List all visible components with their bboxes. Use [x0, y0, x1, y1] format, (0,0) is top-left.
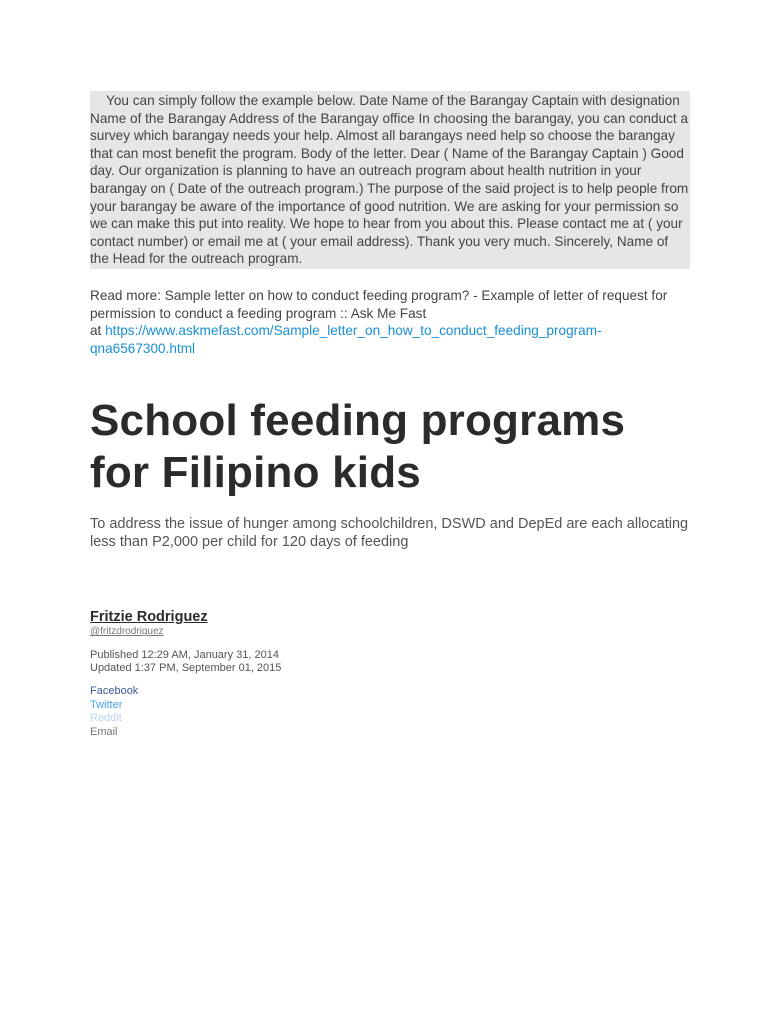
updated-date: Updated 1:37 PM, September 01, 2015	[90, 661, 282, 674]
share-facebook-link[interactable]: Facebook	[90, 685, 139, 698]
document-page	[90, 91, 690, 739]
published-date: Published 12:29 AM, January 31, 2014	[90, 649, 279, 662]
article-dates	[90, 649, 690, 674]
author-name-link[interactable]: Fritzie Rodriguez	[90, 609, 208, 626]
read-more-text: Read more: Sample letter on how to conduct feeding program? - Example of letter of request for permission to conduct a feeding program :: Ask Me Fast	[90, 287, 668, 321]
letter-example-block	[90, 91, 690, 269]
source-link[interactable]: https://www.askmefast.com/Sample_letter_on_how_to_conduct_feeding_program-qna6567300.html	[90, 323, 602, 356]
letter-text: You can simply follow the example below. Date Name of the Barangay Captain with designation Name of the Barangay Address of the Barangay office In choosing the barangay, you can conduct a survey which barangay needs your help. Almost all barangays need help so choose the barangay that can most benefit the program. Body of the letter. Dear ( Name of the Barangay Captain ) Good day. Our organization is planning to have an outreach program about health nutrition in your barangay on ( Date of the outreach program.) The purpose of the said project is to help people from your barangay be aware of the importance of good nutrition. We are asking for your permission so we can make this put into reality. We hope to hear from you about this. Please contact me at ( your contact number) or email me at ( your email address). Thank you very much. Sincerely, Name of the Head for the outreach program.	[90, 93, 689, 267]
share-twitter-link[interactable]: Twitter	[90, 698, 123, 711]
article-title	[90, 395, 690, 499]
share-links	[90, 685, 690, 739]
share-email-link[interactable]: Email	[90, 725, 118, 738]
share-reddit-link[interactable]: Reddit	[90, 712, 122, 725]
read-more-paragraph	[90, 287, 690, 357]
article-subtitle: To address the issue of hunger among schoolchildren, DSWD and DepEd are each allocating less than P2,000 per child for 120 days of feeding	[90, 516, 689, 551]
author-handle-link[interactable]: @fritzdrodriguez	[90, 626, 164, 638]
read-more-at: at	[90, 323, 102, 339]
article-title-line-2: for Filipino kids	[90, 448, 421, 498]
article-title-line-1: School feeding programs	[90, 396, 626, 446]
